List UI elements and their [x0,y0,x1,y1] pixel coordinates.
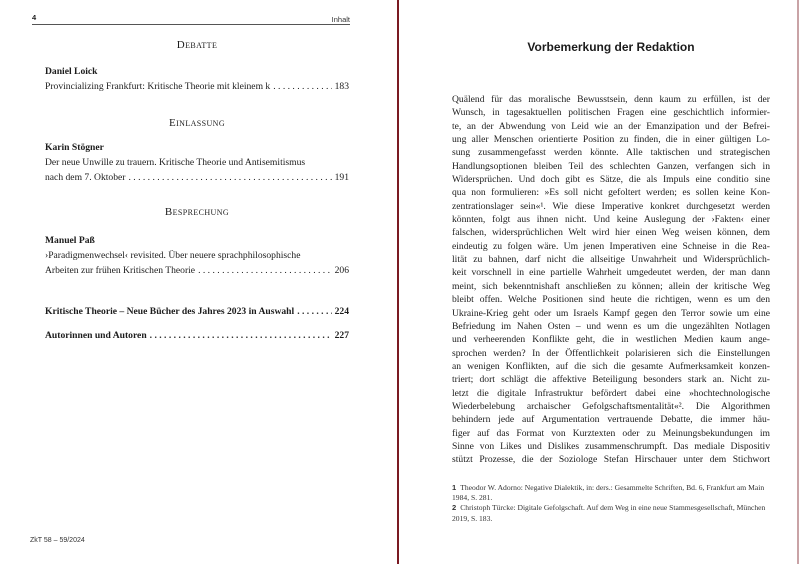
toc-title: Autorinnen und Autoren [45,330,147,341]
body-line: bleibt offen. Welche Positionen sind heute die richtigen, wenn es um den [452,294,770,306]
body-line: eindeutig zu folgen wäre. Um jenen Imperativen eine Schneise in die Rea- [452,240,770,252]
toc-page: 191 [334,172,349,183]
toc-entry-pass[interactable] [45,233,349,278]
body-line: behindern jede auf Argumentation vertrauende Debatte, die immer häu- [452,414,770,426]
page-seam [397,0,399,564]
footnote-1: 1 Theodor W. Adorno: Negative Dialektik, in: ders.: Gesammelte Schriften, Bd. 6, Frankfurt am Main 1984, S. 281. [452,483,765,503]
body-line: Widersprüchen. Und doch gibt es Sätze, die als Impuls eine conditio sine [452,174,770,186]
body-line: sprochen werden? In der Öffentlichkeit polarisieren sich die Einstellungen [452,347,770,359]
toc-title: Provincializing Frankfurt: Kritische Theorie mit kleinem k [45,81,271,92]
toc-author: Daniel Loick [45,66,98,77]
running-header [32,11,350,25]
toc-page: 206 [334,265,349,276]
toc-author: Karin Stögner [45,142,104,153]
toc-title: Kritische Theorie – Neue Bücher des Jahres 2023 in Auswahl [45,306,295,317]
body-line: könnten, folgt aus ihnen nicht. Und keine Auslegung der ›Fakten‹ einer [452,214,770,226]
toc-entry-authors[interactable] [45,328,349,343]
body-line: Befriedung im Nahen Osten – und wenn es um die ungezählten Notlagen [452,320,770,332]
toc-page: 183 [334,81,349,92]
footnote-2: 2 Christoph Türcke: Digitale Gefolgschaft. Auf dem Weg in eine neue Stammesgesellschaft, München 2019, S. 183. [452,503,766,523]
section-heading-debatte: Debatte [176,39,218,51]
page-title: Vorbemerkung der Redaktion [527,40,695,54]
section-heading-einlassung: Einlassung [168,117,226,129]
toc-entry-stoegner[interactable] [45,140,349,185]
body-line: te, an der Abwendung von Leid wie an der Emanzipation und der Befrei- [452,120,770,132]
toc-title: Der neue Unwille zu trauern. Kritische Theorie und Antisemitismus [45,157,306,168]
leader-dots [297,304,331,319]
body-line: qua non formulieren: »Es soll nicht gefoltert werden; es sollen keine Kon- [452,187,770,199]
toc-author: Manuel Paß [45,235,95,246]
body-line: meint, sich bekenntnishaft anschließen zu können; allein der kritische Weg [452,280,770,292]
body-line: an wenigen Konflikten, auf die sich die gesamte Aufmerksamkeit konzen- [452,360,770,372]
body-text [452,93,770,467]
right-page [400,0,798,564]
running-head-title: Inhalt [331,15,350,24]
body-line: und verheerenden Konflikte geht, die in westlichen Medien kaum ange- [452,334,770,346]
journal-footer: ZkT 58 – 59/2024 [30,537,85,544]
body-line: lität zu bahnen, darf nicht die allseitige Unwahrheit und Widersprüchlich- [452,254,770,266]
body-line: stützt Prozesse, die der Soziologe Stefan Hirschauer unter dem Stichwort [452,454,770,466]
body-line: Quälend für das moralische Bewusstsein, denn kaum zu erfüllen, ist der [452,94,770,105]
leader-dots [150,328,332,343]
body-line: falschen, widersprüchlichen Welt wird hier einen Weg weisen können, dem [452,227,770,239]
toc-entry-loick[interactable] [45,64,349,94]
left-page [0,0,398,564]
body-line: figer auf das Format von Kurztexten oder zu Meinungsbekundungen im [452,427,770,439]
toc-page: 227 [334,330,349,341]
body-line: keit vorschnell in eine partielle Wahrheit umgedeutet werden, der man dann [452,267,770,279]
leader-dots [128,170,331,185]
body-line: Ukraine-Krieg geht oder um Israels Kampf gegen den Terror sowie um eine [452,307,770,319]
body-line: letzt die digitale Infrastruktur befördert dabei eine »hochtechnologische [452,387,770,399]
page-edge [797,0,799,564]
toc-entry-books[interactable] [45,304,349,319]
leader-dots [198,263,332,278]
body-line: Wiederbelebung archaischer Gefolgschaftsmentalität«². Die Algorithmen [452,400,770,412]
body-line: Sinne von Likes und Dislikes zusammenschrumpft. Das mediale Dispositiv [452,440,770,452]
body-line: Wunsch, in tagesaktuellen politischen Fragen eine geschichtlich informier- [452,107,770,119]
body-line: Handlungsoptionen bleiben Teil des schlechten Ganzen, verfangen sich in [452,160,770,172]
body-line: ung aller Menschen orientierte Position zu finden, die in einer gültigen Lo- [452,134,770,146]
section-heading-besprechung: Besprechung [164,206,230,218]
toc-title: ›Paradigmenwechsel‹ revisited. Über neuere sprachphilosophische [45,250,301,261]
toc-title-cont: Arbeiten zur frühen Kritischen Theorie [45,265,196,276]
leader-dots [273,79,331,94]
toc-title-cont: nach dem 7. Oktober [45,172,126,183]
page-number: 4 [32,13,37,22]
body-line: triert; dort schlägt die affektive Beteiligung besonders stark an. Nicht zu- [452,374,770,386]
toc-page: 224 [334,306,349,317]
body-line: zentrationslager sein«¹. Wie diese Imperative konkret durchgesetzt werden [452,200,770,212]
body-line: sung zusammengefasst werden könnte. Alle taktischen und strategischen [452,147,770,159]
footnotes [452,483,777,524]
